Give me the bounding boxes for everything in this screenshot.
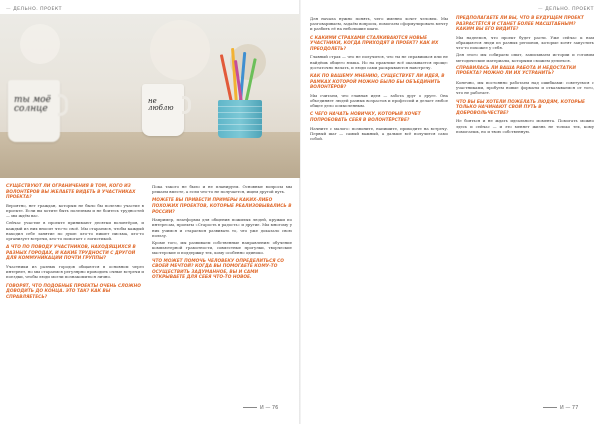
question-heading: ГОВОРЯТ, ЧТО ПОДОБНЫЕ ПРОЕКТЫ ОЧЕНЬ СЛОЖНО ДОВОДИТЬ ДО КОНЦА. ЭТО ТАК? КАК ВЫ СПРАВЛЯЕТЕСЬ? — [6, 283, 141, 300]
bokeh-light — [150, 20, 210, 80]
folio-right-number: И — 77 — [560, 405, 579, 411]
left-page-column-1 — [6, 184, 144, 302]
question-heading: А ЧТО ПО ПОВОДУ УЧАСТНИКОВ, НАХОДЯЩИХСЯ В РАЗНЫХ ГОРОДАХ, И КАКИЕ ТРУДНОСТИ С ДРУГОЙ ДЛЯ КОММУНИКАЦИИ ПОЧТИ ГРУППЫ? — [6, 245, 136, 262]
question-heading: С ЧЕГО НАЧАТЬ НОВИЧКУ, КОТОРЫЙ ХОЧЕТ ПОПРОБОВАТЬ СЕБЯ В ВОЛОНТЁРСТВЕ? — [310, 112, 421, 123]
running-head-right: — ДЕЛЬНО. ПРОЕКТ — [538, 7, 594, 12]
question-heading: С КАКИМИ СТРАХАМИ СТАЛКИВАЮТСЯ НОВЫЕ УЧАСТНИКИ, КОГДА ПРИХОДЯТ В ПРОЕКТ? КАК ИХ ПРЕОДОЛЕТЬ? — [310, 35, 439, 52]
question-heading: ЧТО ВЫ БЫ ХОТЕЛИ ПОЖЕЛАТЬ ЛЮДЯМ, КОТОРЫЕ ТОЛЬКО НАЧИНАЮТ СВОЙ ПУТЬ В ДОБРОВОЛЬЧЕСТВЕ? — [456, 99, 585, 116]
answer-paragraph: Вероятно, нет граждан, которым не было бы полезно участие в проекте. Если вы хотите быть полезным и не боитесь трудностей — мы ждём вас. — [6, 202, 144, 219]
right-page-column-2 — [456, 16, 594, 136]
mug-left-text: ты моё солнце — [14, 95, 51, 115]
mug-left — [8, 80, 60, 142]
right-page-column-1 — [310, 16, 448, 143]
body-paragraph: Мы считаем, что главная идея — забота друг о друге. Она объединяет людей разных возрастов и профессий и делает любое общее дело осмысленным. — [310, 92, 448, 109]
pull-quote: ЧТО МОЖЕТ ПОМОЧЬ ЧЕЛОВЕКУ ОПРЕДЕЛИТЬСЯ СО СВОЕЙ МЕЧТОЙ? КОГДА ВЫ ПОМОГАЕТЕ КОМУ-ТО ОСУЩЕСТВИТЬ ЗАДУМАННОЕ, ВЫ И САМИ ОТКРЫВАЕТЕ ДЛЯ СЕБЯ ЧТО-ТО НОВОЕ. — [152, 258, 284, 281]
body-paragraph: Главный страх — что не получится, что ты не справишься или не найдёшь общего языка. Но на практике всё оказывается проще: достаточно начать, и люди сами раскрываются навстречу. — [310, 54, 448, 70]
body-paragraph: Например, платформы для общения пожилых людей, кружки по интересам, проекты «Старость в радость» и другие. Мы многому у них учимся и стараемся развивать то, что уже доказало свою пользу. — [152, 217, 292, 238]
running-head-left: — ДЕЛЬНО. ПРОЕКТ — [6, 7, 62, 12]
knitted-pencil-cup — [218, 100, 262, 138]
folio-left-number: И — 76 — [260, 405, 279, 411]
question-heading: МОЖЕТЕ ВЫ ПРИВЕСТИ ПРИМЕРЫ КАКИХ-ЛИБО ПОХОЖИХ ПРОЕКТОВ, КОТОРЫЕ РЕАЛИЗОВЫВАЛИСЬ В РОССИИ? — [152, 198, 292, 215]
bokeh-light — [20, 24, 60, 64]
pull-quote: СПРАВИЛАСЬ ЛИ ВАША РАБОТА И НЕДОСТАТКИ ПРОЕКТА? МОЖНО ЛИ ИХ УСТРАНИТЬ? — [456, 65, 577, 77]
body-paragraph: Конечно, мы постоянно работаем над ошибками: советуемся с участниками, пробуем новые форматы и отказываемся от того, что не работает. — [456, 79, 594, 96]
mug-left-handle — [58, 94, 68, 116]
body-paragraph: Не бояться и не ждать идеального момента. Помогать можно здесь и сейчас — и это меняет жизнь не только тех, кому помогаешь, но и твою собственную. — [456, 118, 594, 134]
body-paragraph: Для начала нужно понять, чего именно хочет человек. Мы разговариваем, задаём вопросы, помогаем сформулировать мечту и разбить её на небольшие шаги. — [310, 16, 448, 32]
body-paragraph: Кроме того, мы развиваем собственные направления: обучение компьютерной грамотности, совместные прогулки, творческие мастерские и поддержку тех, кому особенно одиноко. — [152, 240, 292, 256]
question-heading: СУЩЕСТВУЮТ ЛИ ОГРАНИЧЕНИЯ В ТОМ, КОГО ИЗ ВОЛОНТЁРОВ ВЫ ЖЕЛАЕТЕ ВИДЕТЬ В УЧАСТНИКАХ ПРОЕКТА? — [6, 184, 136, 201]
body-paragraph: Мы надеемся, что проект будет расти. Уже сейчас к нам обращаются люди из разных регионов, которые хотят запустить что-то похожее у себя. — [456, 34, 594, 51]
mug-right-handle — [182, 96, 191, 114]
folio-left — [240, 405, 278, 411]
mug-right-text: не люблю — [148, 97, 174, 113]
body-paragraph: Участники из разных городов общаются в основном через интернет, но мы стараемся регулярно проводить очные встречи и поездки, чтобы люди могли познакомиться лично. — [6, 263, 144, 280]
left-page-column-2 — [152, 184, 292, 284]
folio-right — [540, 405, 578, 411]
mug-right — [142, 84, 184, 136]
running-head-left-label: ДЕЛЬНО. ПРОЕКТ — [13, 7, 62, 12]
body-paragraph: Для этого мы собираем опыт, записываем истории и готовим методические материалы, которыми сможем делиться. — [456, 52, 594, 63]
mugs-photo — [0, 14, 300, 178]
question-heading: ПРЕДПОЛАГАЕТЕ ЛИ ВЫ, ЧТО В БУДУЩЕМ ПРОЕКТ РАЗРАСТЁТСЯ И СТАНЕТ БОЛЕЕ МАСШТАБНЫМ? КАКИМ ВЫ ЕГО ВИДИТЕ? — [456, 16, 584, 33]
body-paragraph: Сейчас участие в проекте принимают десятки волонтёров, и каждый из них вносит что-то своё. Мы стараемся, чтобы каждый находил себе занятие по душе: кто-то пишет письма, кто-то организует встречи, кто-то помогает с логистикой. — [6, 220, 144, 241]
running-head-right-label: ДЕЛЬНО. ПРОЕКТ — [545, 7, 594, 12]
body-paragraph: Пока такого не было и не планируем. Основные вопросы мы решаем вместе, а если что-то не получается, ищем другой путь. — [152, 184, 292, 195]
question-heading: КАК ПО ВАШЕМУ МНЕНИЮ, СУЩЕСТВУЕТ ЛИ ИДЕЯ, В РАМКАХ КОТОРОЙ МОЖНО БЫЛО БЫ ОБЪЕДИНИТЬ ВОЛОНТЁРОВ? — [310, 74, 445, 91]
body-paragraph: Начните с малого: позвоните, напишите, приходите на встречу. Первый шаг — самый важный, а дальше всё получится само собой. — [310, 125, 448, 141]
